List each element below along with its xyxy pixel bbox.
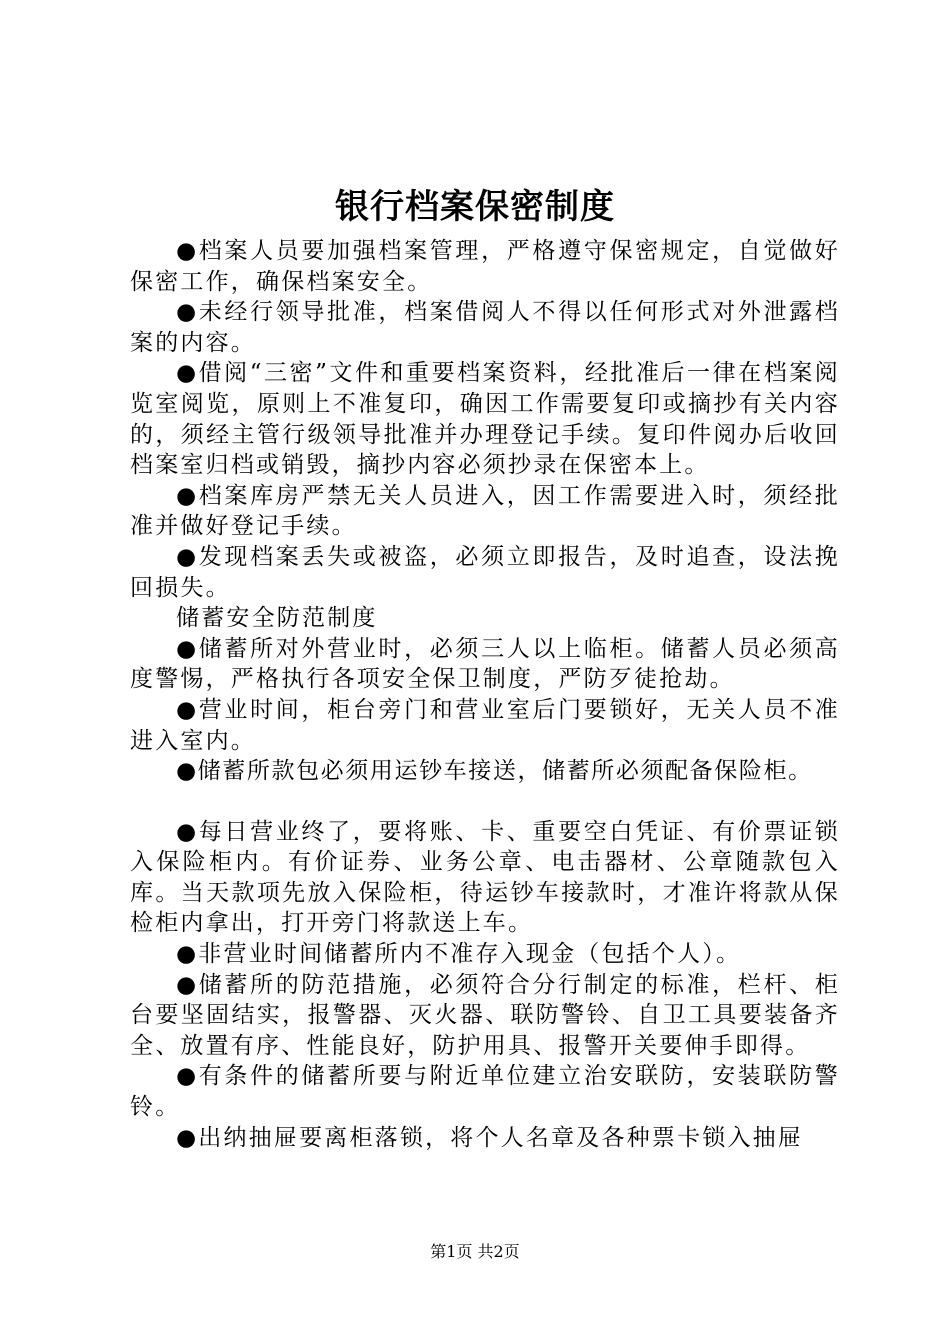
paragraph: ●未经行领导批准，档案借阅人不得以任何形式对外泄露档案的内容。 bbox=[130, 299, 840, 356]
paragraph: ●有条件的储蓄所要与附近单位建立治安联防，安装联防警铃。 bbox=[130, 1063, 840, 1121]
paragraph: ●非营业时间储蓄所内不准存入现金（包括个人）。 bbox=[176, 941, 742, 968]
paragraph: ●出纳抽屉要离柜落锁，将个人名章及各种票卡锁入抽屉 bbox=[176, 1124, 804, 1151]
paragraph: ●储蓄所的防范措施，必须符合分行制定的标准，栏杆、柜台要坚固结实，报警器、灭火器、联防警铃、自卫工具要装备齐全、放置有序、性能良好，防护用具、报警开关要伸手即得。 bbox=[130, 971, 840, 1059]
document-body bbox=[130, 236, 840, 1153]
paragraph: ●每日营业终了，要将账、卡、重要空白凭证、有价票证锁入保险柜内。有价证券、业务公章、电击器材、公章随款包入库。当天款项先放入保险柜，待运钞车接款时，才准许将款从保检柜内拿出，打开旁门将款送上车。 bbox=[130, 818, 840, 937]
blank-line bbox=[130, 787, 840, 817]
paragraph: ●档案人员要加强档案管理，严格遵守保密规定，自觉做好保密工作，确保档案安全。 bbox=[130, 238, 840, 295]
paragraph: ●借阅“三密”文件和重要档案资料，经批准后一律在档案阅览室阅览，原则上不准复印，确因工作需要复印或摘抄有关内容的，须经主管行级领导批准并办理登记手续。复印件阅办后收回档案室归档或销毁，摘抄内容必须抄录在保密本上。 bbox=[130, 360, 840, 479]
section-heading: 储蓄安全防范制度 bbox=[176, 605, 378, 632]
paragraph: ●档案库房严禁无关人员进入，因工作需要进入时，须经批准并做好登记手续。 bbox=[130, 482, 840, 540]
paragraph: ●发现档案丢失或被盗，必须立即报告，及时追查，设法挽回损失。 bbox=[130, 543, 840, 601]
document-title: 银行档案保密制度 bbox=[335, 187, 615, 227]
paragraph: ●储蓄所对外营业时，必须三人以上临柜。储蓄人员必须高度警惕，严格执行各项安全保卫制度，严防歹徒抢劫。 bbox=[130, 635, 840, 693]
paragraph: ●营业时间，柜台旁门和营业室后门要锁好，无关人员不准进入室内。 bbox=[130, 696, 840, 754]
page-footer: 第1页 共2页 bbox=[430, 1242, 520, 1261]
paragraph: ●储蓄所款包必须用运钞车接送，储蓄所必须配备保险柜。 bbox=[176, 758, 813, 785]
